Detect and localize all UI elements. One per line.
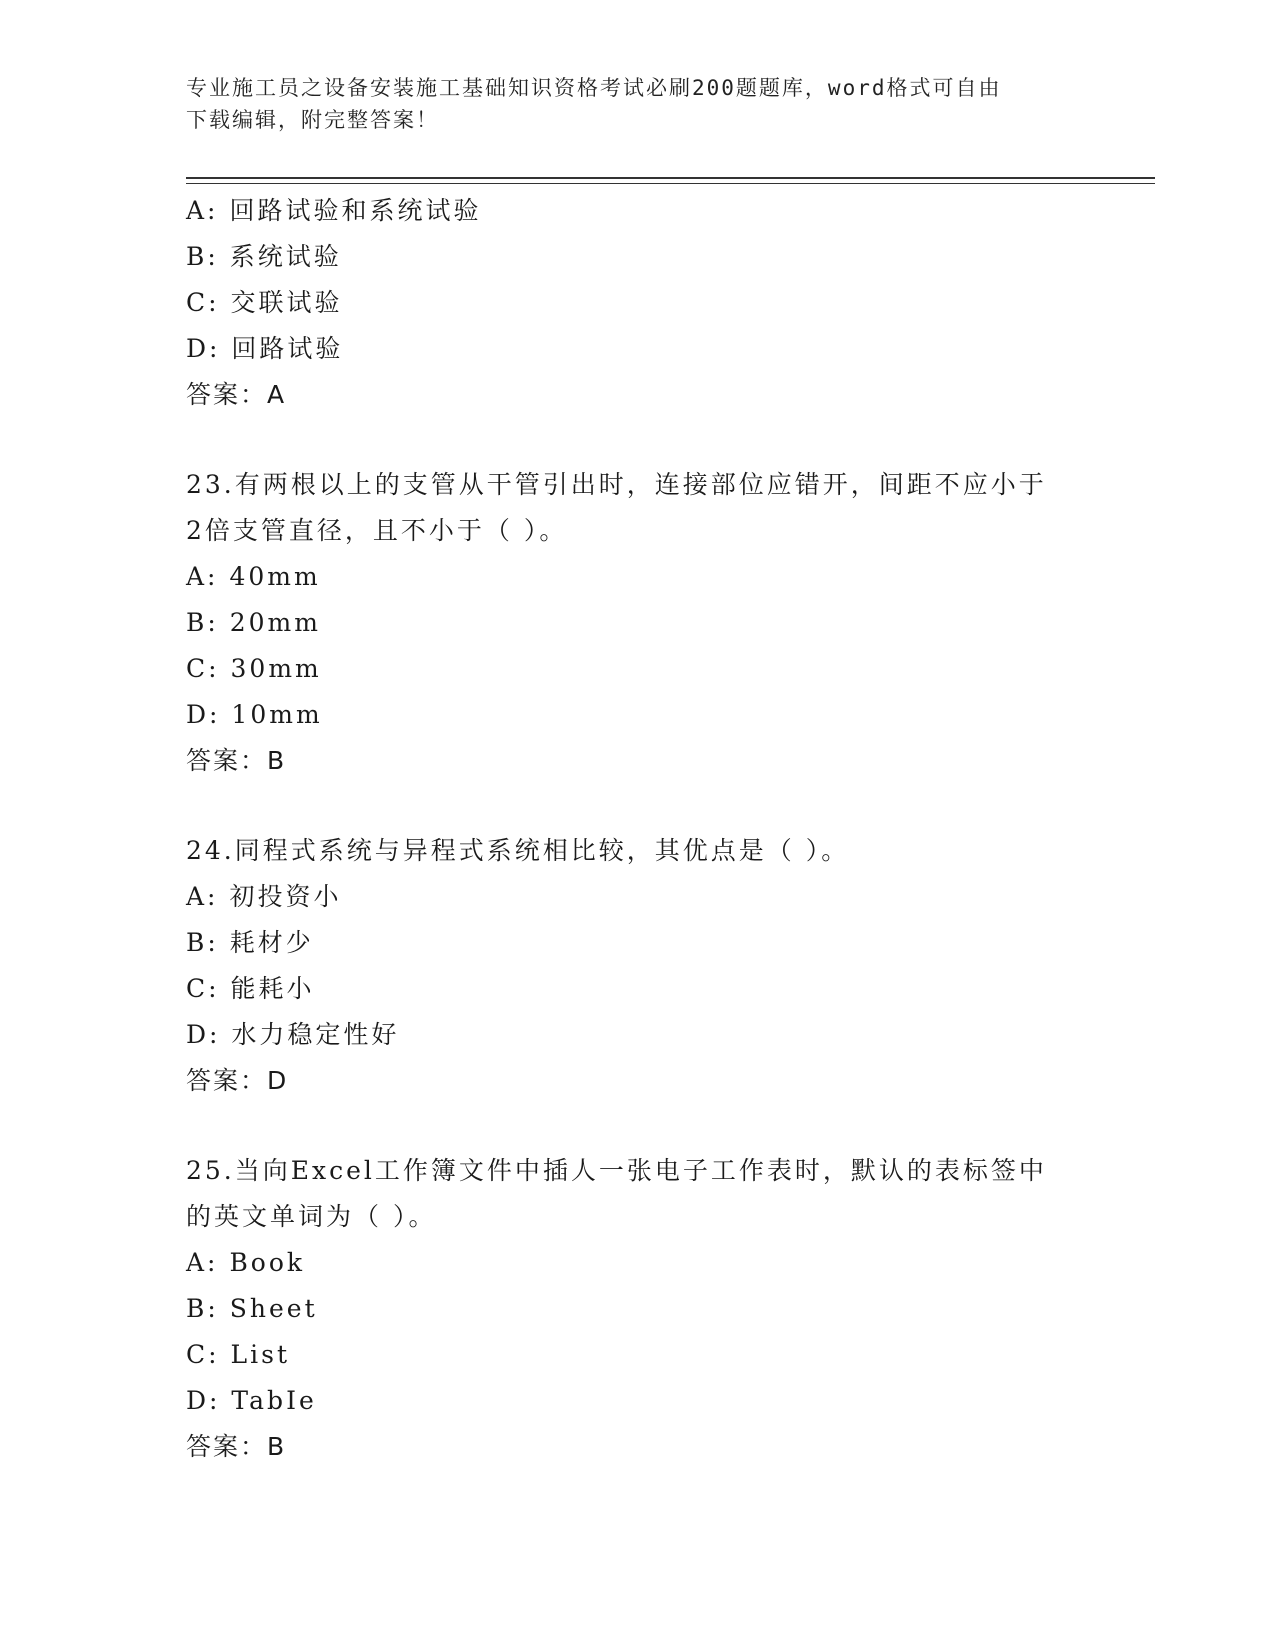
- option-label: C:: [186, 288, 220, 317]
- option-a: [186, 554, 1086, 600]
- option-b: [186, 1286, 1086, 1332]
- option-d: [186, 692, 1086, 738]
- option-c: [186, 1332, 1086, 1378]
- option-b: [186, 600, 1086, 646]
- question-text: [186, 462, 1066, 554]
- header-rule-thick: [186, 177, 1155, 179]
- option-label: C:: [186, 974, 220, 1003]
- option-text: 系统试验: [229, 242, 342, 271]
- option-text: 初投资小: [229, 882, 342, 911]
- question-25-block: [186, 1148, 1086, 1470]
- option-text: 水力稳定性好: [231, 1020, 400, 1049]
- option-label: B:: [186, 1294, 219, 1323]
- question-text: [186, 828, 1066, 874]
- option-text: List: [230, 1340, 290, 1369]
- option-label: C:: [186, 1340, 220, 1369]
- option-text: 交联试验: [230, 288, 343, 317]
- answer-line: 答案：A: [186, 380, 287, 409]
- option-b: [186, 234, 1086, 280]
- option-b: [186, 920, 1086, 966]
- option-text: 10mm: [231, 700, 323, 729]
- option-text: 回路试验和系统试验: [229, 196, 482, 225]
- option-label: B:: [186, 242, 219, 271]
- option-text: 30mm: [230, 654, 322, 683]
- answer-line: 答案：B: [186, 746, 287, 775]
- option-label: B:: [186, 928, 219, 957]
- question-23-block: [186, 462, 1086, 784]
- option-label: A:: [186, 1248, 219, 1277]
- option-label: A:: [186, 562, 219, 591]
- option-text: 耗材少: [229, 928, 314, 957]
- header-rule-thin: [186, 183, 1155, 184]
- option-label: D:: [186, 1020, 221, 1049]
- question-list: [186, 188, 1086, 1470]
- option-text: 40mm: [229, 562, 321, 591]
- option-c: [186, 646, 1086, 692]
- question-text-line-2: 的英文单词为（ ）。: [186, 1202, 437, 1231]
- option-label: A:: [186, 196, 219, 225]
- header-line-2: 下载编辑，附完整答案！: [186, 108, 439, 132]
- option-a: [186, 874, 1086, 920]
- option-text: 回路试验: [231, 334, 344, 363]
- question-text-line-1: 24.同程式系统与异程式系统相比较，其优点是（ ）。: [186, 836, 850, 865]
- option-c: [186, 966, 1086, 1012]
- option-d: [186, 326, 1086, 372]
- question-24-block: [186, 828, 1086, 1104]
- option-text: Book: [229, 1248, 306, 1277]
- option-c: [186, 280, 1086, 326]
- option-text: 能耗小: [230, 974, 315, 1003]
- answer-line: 答案：B: [186, 1432, 287, 1461]
- option-a: [186, 1240, 1086, 1286]
- option-d: [186, 1378, 1086, 1424]
- option-text: Sheet: [229, 1294, 318, 1323]
- option-text: 20mm: [229, 608, 321, 637]
- option-text: TabIe: [231, 1386, 317, 1415]
- option-label: C:: [186, 654, 220, 683]
- option-label: B:: [186, 608, 219, 637]
- option-a: [186, 188, 1086, 234]
- option-label: D:: [186, 1386, 221, 1415]
- question-text-line-1: 23.有两根以上的支管从干管引出时，连接部位应错开，间距不应小于: [186, 470, 1047, 499]
- option-label: D:: [186, 700, 221, 729]
- question-text: [186, 1148, 1066, 1240]
- question-text-line-2: 2倍支管直径，且不小于（ ）。: [186, 516, 568, 545]
- prev-question-block: [186, 188, 1086, 418]
- option-d: [186, 1012, 1086, 1058]
- option-label: A:: [186, 882, 219, 911]
- header-line-1: 专业施工员之设备安装施工基础知识资格考试必刷200题题库，word格式可自由: [186, 76, 1002, 100]
- option-label: D:: [186, 334, 221, 363]
- question-text-line-1: 25.当向Excel工作簿文件中插人一张电子工作表时，默认的表标签中: [186, 1156, 1047, 1185]
- answer-line: 答案：D: [186, 1066, 289, 1095]
- document-header: [186, 72, 1076, 136]
